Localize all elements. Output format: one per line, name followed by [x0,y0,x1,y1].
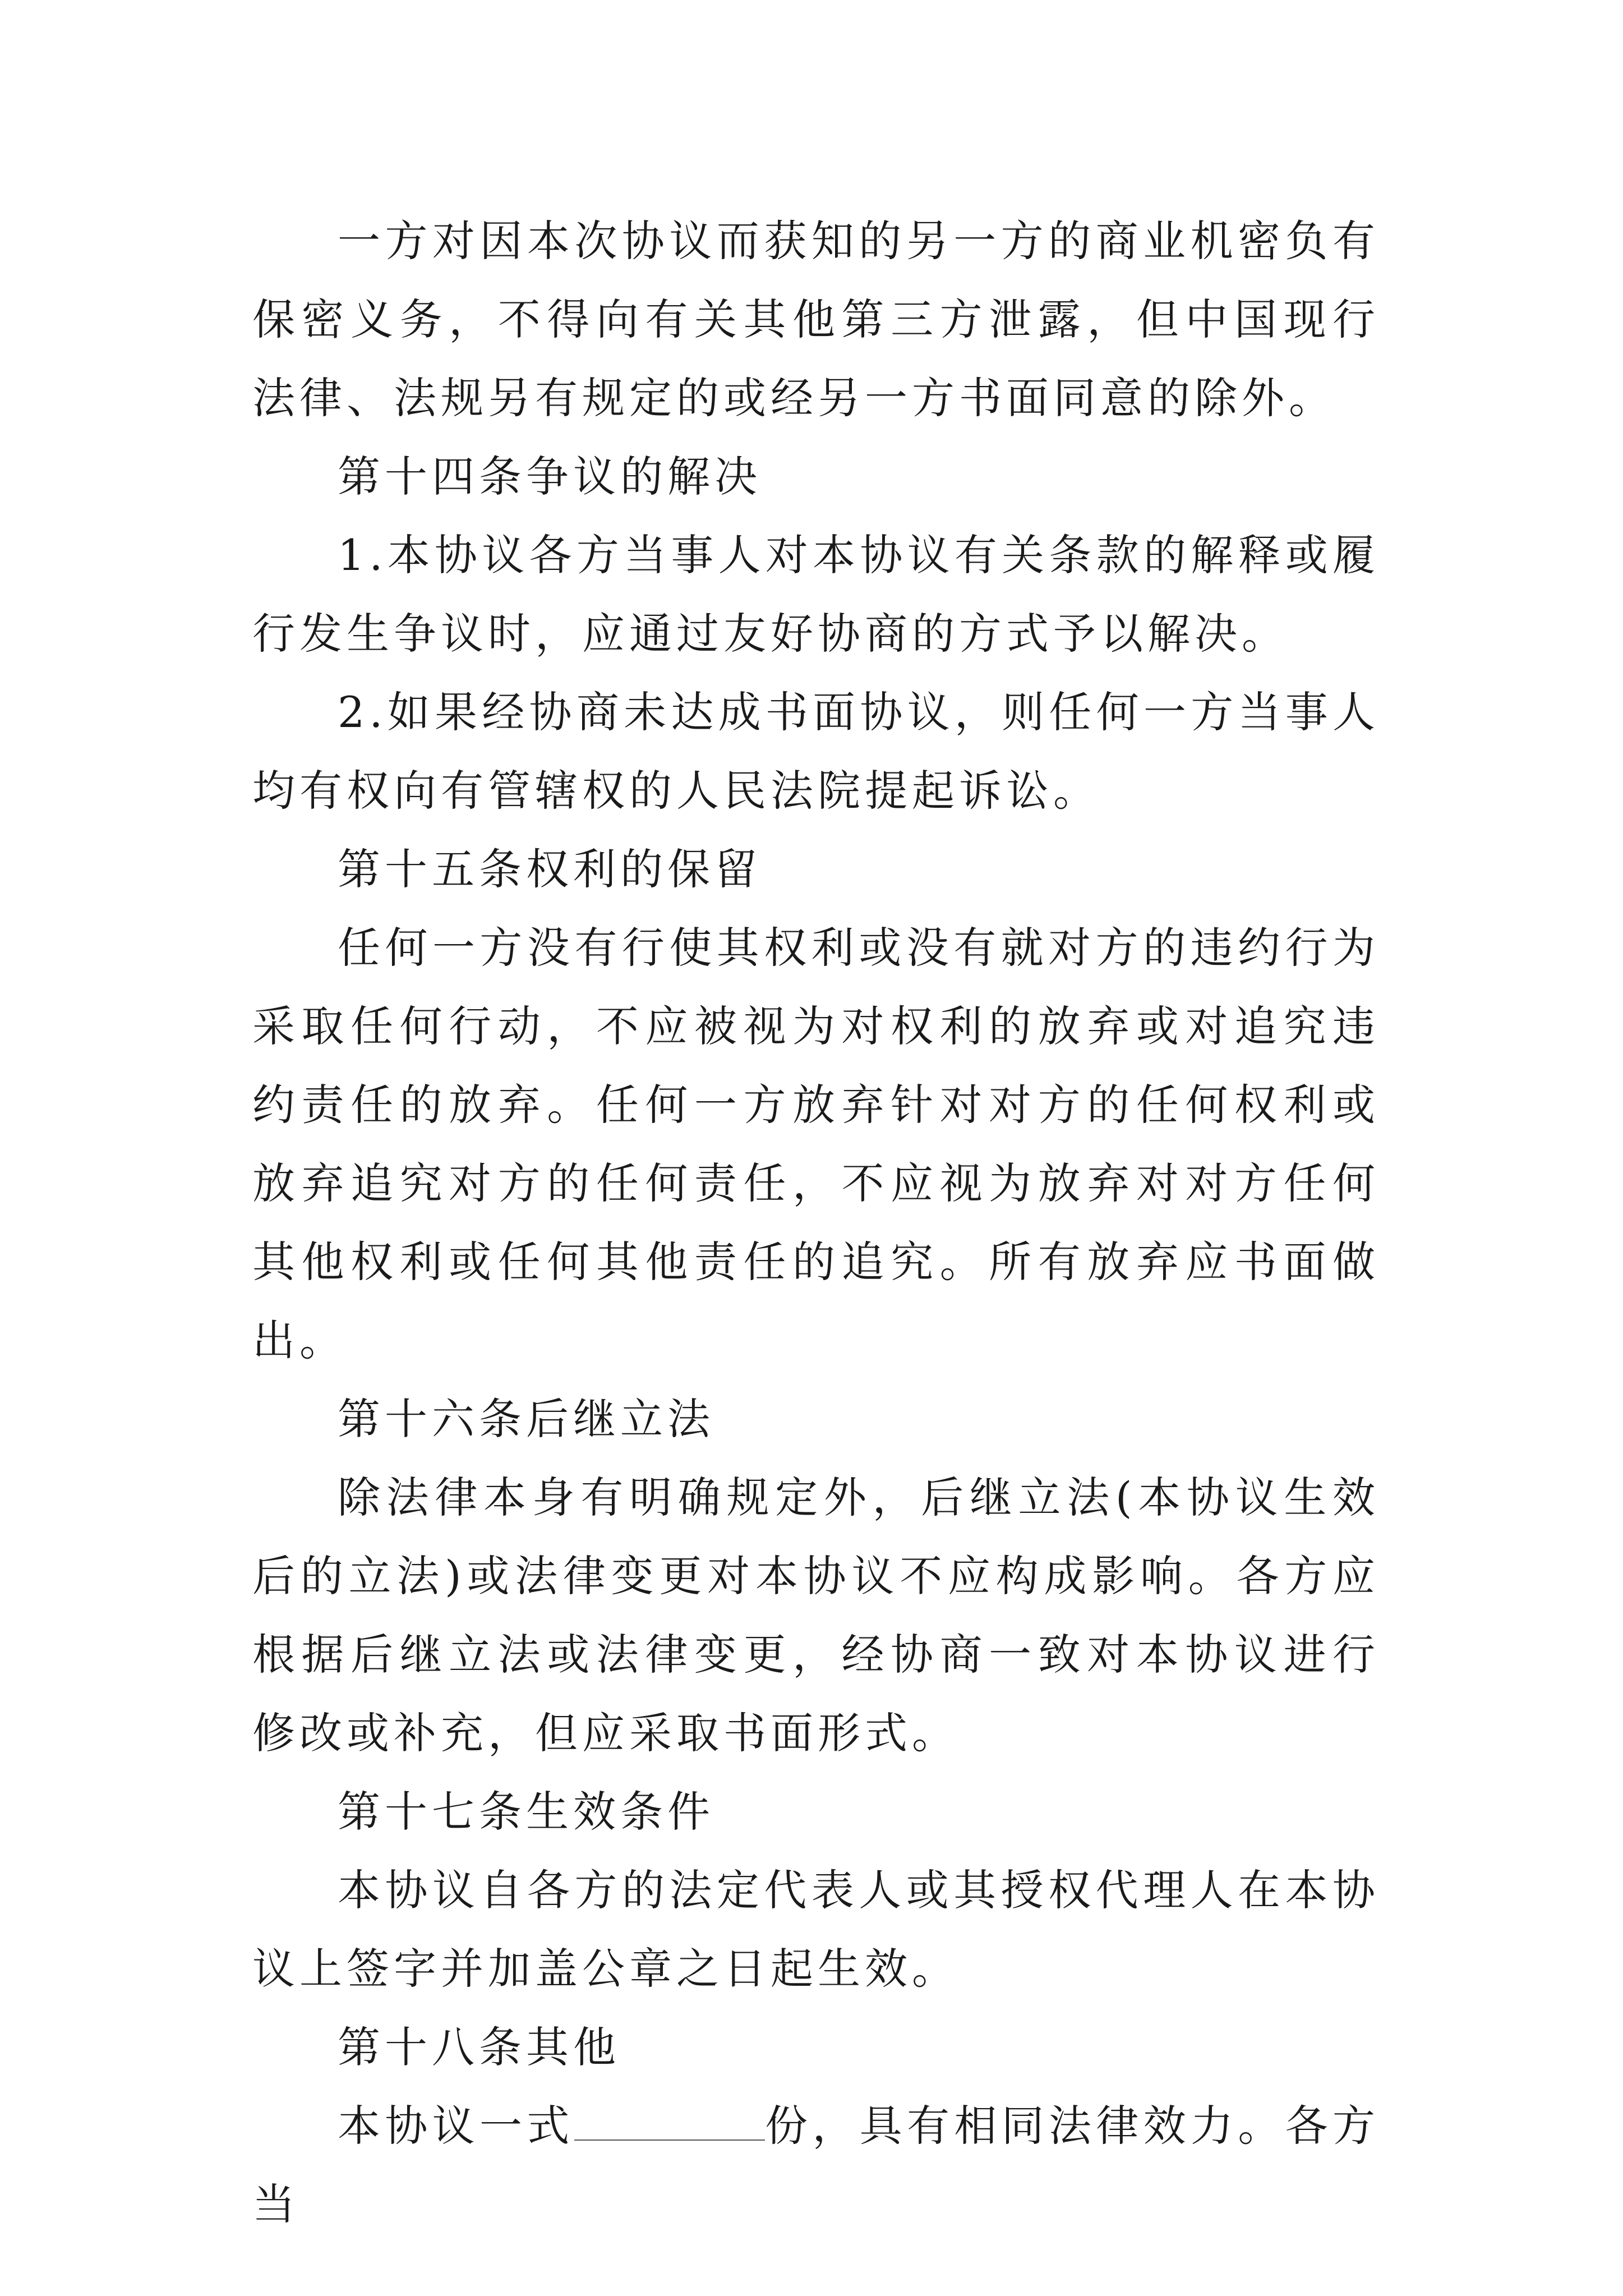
article-16-heading: 第十六条后继立法 [338,1394,714,1444]
article-17-heading: 第十七条生效条件 [338,1787,714,1837]
confidentiality-paragraph: 一方对因本次协议而获知的另一方的商业机密负有保密义务，不得向有关其他第三方泄露，但中国现行法律、法规另有规定的或经另一方书面同意的除外。 [252,216,1380,423]
article-18-paragraph [252,2087,1380,2244]
article-15-paragraph: 任何一方没有行使其权利或没有就对方的违约行为采取任何行动，不应被视为对权利的放弃或对追究违约责任的放弃。任何一方放弃针对对方的任何权利或放弃追究对方的任何责任，不应视为放弃对对方任何其他权利或任何其他责任的追究。所有放弃应书面做出。 [252,923,1380,1365]
article-17-paragraph: 本协议自各方的法定代表人或其授权代理人在本协议上签字并加盖公章之日起生效。 [252,1865,1380,1994]
article-14-heading: 第十四条争议的解决 [338,452,762,501]
article-18-heading: 第十八条其他 [338,2022,620,2072]
copies-count-blank [574,2106,765,2141]
article-14-clause-2: 2.如果经协商未达成书面协议，则任何一方当事人均有权向有管辖权的人民法院提起诉讼。 [252,687,1380,816]
article-15-heading: 第十五条权利的保留 [338,844,762,894]
document-body [252,202,1380,2244]
article-16-paragraph: 除法律本身有明确规定外，后继立法(本协议生效后的立法)或法律变更对本协议不应构成影响。各方应根据后继立法或法律变更，经协商一致对本协议进行修改或补充，但应采取书面形式。 [252,1473,1380,1758]
article-18-text-before-blank: 本协议一式 [338,2101,574,2151]
article-18-text-after-blank: 份，具有相同法律效力。各方当 [252,2101,1380,2229]
article-14-clause-1: 1.本协议各方当事人对本协议有关条款的解释或履行发生争议时，应通过友好协商的方式予以解决。 [252,530,1380,659]
